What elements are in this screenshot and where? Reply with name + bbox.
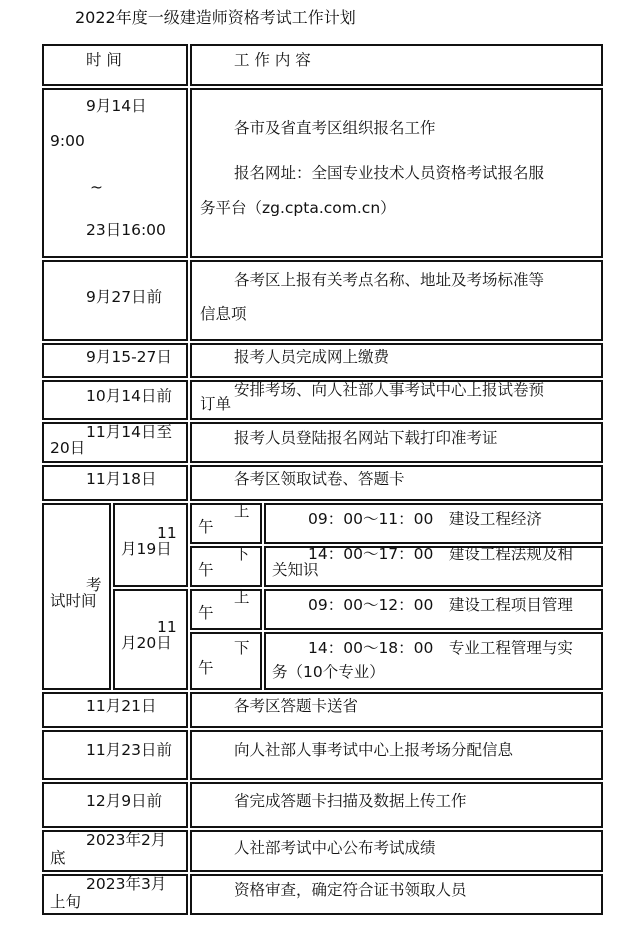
- time-text: 底: [50, 849, 66, 867]
- content-text: 各考区答题卡送省: [234, 697, 359, 715]
- time-text: 11月18日: [86, 470, 157, 488]
- date-text: 11: [157, 524, 177, 542]
- period-text: 午: [198, 659, 214, 677]
- time-text: 11月14日至: [86, 423, 172, 441]
- header-time: 时 间: [86, 51, 122, 69]
- session-detail-cell: [264, 589, 603, 630]
- date-text: 11: [157, 618, 177, 636]
- row5-content-cell: [190, 422, 603, 463]
- session-detail-cell: [264, 503, 603, 544]
- document-title: 2022年度一级建造师资格考试工作计划: [75, 8, 356, 27]
- content-text: 报考人员完成网上缴费: [234, 348, 390, 366]
- time-text: ~: [90, 178, 103, 196]
- session-period-cell: [190, 632, 262, 690]
- content-text: 各考区领取试卷、答题卡: [234, 470, 405, 488]
- content-text: 报名网址：全国专业技术人员资格考试报名服: [234, 164, 545, 182]
- period-text: 午: [198, 561, 214, 579]
- content-text: 报考人员登陆报名网站下载打印准考证: [234, 429, 498, 447]
- time-text: 9月14日: [86, 97, 147, 115]
- row7-content-cell: [190, 692, 603, 728]
- period-text: 上: [234, 502, 250, 520]
- time-text: 9月15-27日: [86, 348, 172, 366]
- row1-time-cell: [42, 88, 188, 258]
- date-text: 月20日: [121, 634, 172, 652]
- time-text: 9月27日前: [86, 288, 163, 306]
- row4-time-cell: [42, 380, 188, 420]
- row10-content-cell: [190, 830, 603, 872]
- session-detail-cell: [264, 546, 603, 587]
- session-text: 09：00～11：00 建设工程经济: [308, 510, 542, 528]
- row8-time-cell: [42, 730, 188, 780]
- row4-content-cell: [190, 380, 603, 420]
- time-text: 11月23日前: [86, 741, 172, 759]
- content-text: 向人社部人事考试中心上报考场分配信息: [234, 741, 514, 759]
- session-period-cell: [190, 503, 262, 544]
- session-period-cell: [190, 546, 262, 587]
- period-text: 下: [234, 639, 250, 657]
- session-text: 14：00～18：00 专业工程管理与实: [308, 639, 573, 657]
- row1-content-cell: [190, 88, 603, 258]
- session-text: 务（10个专业）: [272, 663, 385, 681]
- row2-content-cell: [190, 260, 603, 341]
- row6-time-cell: [42, 465, 188, 501]
- exam-day2-cell: [113, 589, 188, 690]
- session-text: 关知识: [272, 561, 319, 579]
- exam-label-text: 考: [86, 576, 102, 594]
- row11-time-cell: [42, 874, 188, 915]
- period-text: 下: [234, 545, 250, 563]
- header-time-cell: [42, 44, 188, 86]
- content-text: 省完成答题卡扫描及数据上传工作: [234, 792, 467, 810]
- row7-time-cell: [42, 692, 188, 728]
- exam-day1-cell: [113, 503, 188, 587]
- row3-time-cell: [42, 343, 188, 378]
- row9-time-cell: [42, 782, 188, 828]
- period-text: 午: [198, 604, 214, 622]
- row5-time-cell: [42, 422, 188, 463]
- row8-content-cell: [190, 730, 603, 780]
- header-content: 工 作 内 容: [234, 51, 311, 69]
- row6-content-cell: [190, 465, 603, 501]
- session-period-cell: [190, 589, 262, 630]
- row9-content-cell: [190, 782, 603, 828]
- row10-time-cell: [42, 830, 188, 872]
- session-text: 14：00～17：00 建设工程法规及相: [308, 545, 573, 563]
- content-text: 各考区上报有关考点名称、地址及考场标准等: [234, 271, 545, 289]
- session-detail-cell: [264, 632, 603, 690]
- time-text: 11月21日: [86, 697, 157, 715]
- time-text: 23日16:00: [86, 221, 166, 239]
- row3-content-cell: [190, 343, 603, 378]
- period-text: 上: [234, 588, 250, 606]
- content-text: 订单: [200, 395, 232, 413]
- content-text: 资格审查，确定符合证书领取人员: [234, 881, 467, 899]
- exam-time-label-cell: [42, 503, 111, 690]
- time-text: 20日: [50, 439, 86, 457]
- time-text: 2023年2月: [86, 831, 167, 849]
- time-text: 12月9日前: [86, 792, 163, 810]
- header-content-cell: [190, 44, 603, 86]
- row2-time-cell: [42, 260, 188, 341]
- time-text: 2023年3月: [86, 875, 167, 893]
- content-text: 务平台（zg.cpta.com.cn）: [200, 199, 396, 217]
- period-text: 午: [198, 518, 214, 536]
- date-text: 月19日: [121, 540, 172, 558]
- exam-label-text: 试时间: [50, 592, 97, 610]
- time-text: 10月14日前: [86, 387, 172, 405]
- content-text: 各市及省直考区组织报名工作: [234, 119, 436, 137]
- content-text: 人社部考试中心公布考试成绩: [234, 839, 436, 857]
- content-text: 信息项: [200, 305, 247, 323]
- time-text: 9:00: [50, 132, 85, 150]
- row11-content-cell: [190, 874, 603, 915]
- time-text: 上旬: [50, 893, 82, 911]
- session-text: 09：00～12：00 建设工程项目管理: [308, 596, 573, 614]
- content-text: 安排考场、向人社部人事考试中心上报试卷预: [234, 381, 545, 399]
